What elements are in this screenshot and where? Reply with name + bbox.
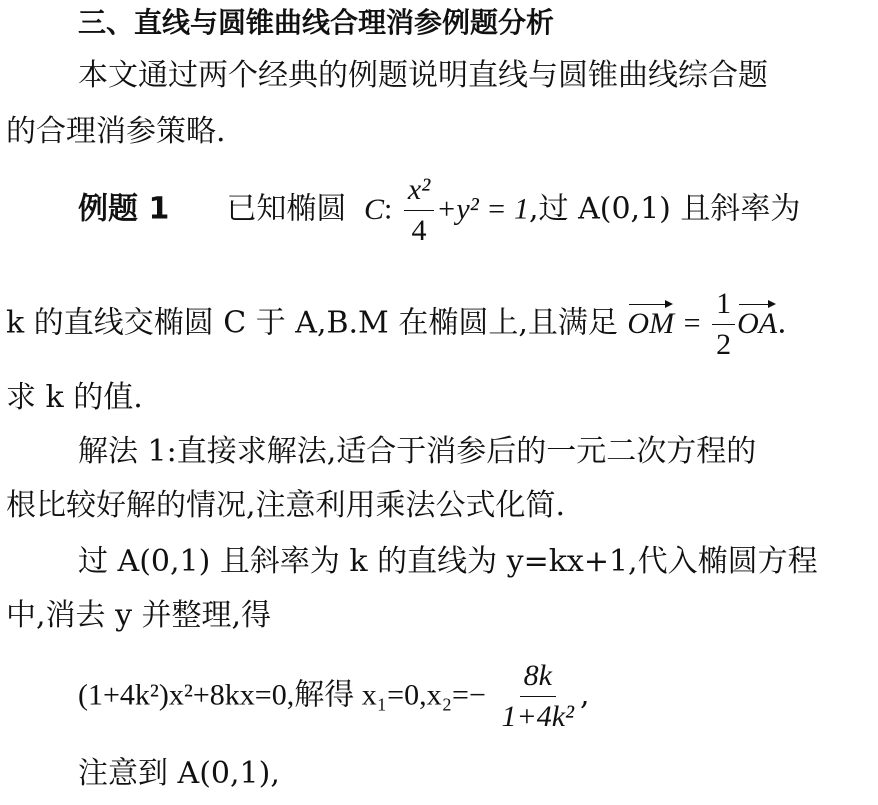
period: . <box>777 305 787 341</box>
curve-name: C <box>363 192 384 226</box>
solution-numerator: 8k <box>520 658 556 697</box>
equals-sign: = <box>683 306 701 340</box>
solution-line-3: 过 A(0,1) 且斜率为 k 的直线为 y=kx+1,代入椭圆方程 <box>78 544 818 579</box>
solution-line-4: 中,消去 y 并整理,得 <box>6 598 272 633</box>
vector-oa: OA <box>737 300 777 342</box>
equation-tail: , <box>580 677 590 713</box>
example-text-after: ,过 A(0,1) 且斜率为 <box>529 191 801 227</box>
example-1-line-3: 求 k 的值. <box>6 380 143 415</box>
equation-rest: +y² = 1 <box>436 192 529 226</box>
solution-fraction <box>497 658 578 735</box>
half-denominator: 2 <box>716 328 732 361</box>
example-line-2-text: k 的直线交椭圆 C 于 A,B.M 在椭圆上,且满足 <box>6 305 618 341</box>
example-text-before: 已知椭圆 <box>226 191 347 227</box>
equation-line <box>78 658 590 735</box>
colon: : <box>383 192 393 226</box>
intro-line-2: 的合理消参策略. <box>6 114 226 149</box>
example-1-line-2 <box>6 286 787 363</box>
fraction-denominator: 4 <box>411 214 427 247</box>
solution-line-2: 根比较好解的情况,注意利用乘法公式化简. <box>6 488 566 523</box>
fraction-numerator: x² <box>404 172 434 211</box>
half-numerator: 1 <box>712 286 735 325</box>
section-heading: 三、直线与圆锥曲线合理消参例题分析 <box>78 6 555 39</box>
half-fraction <box>712 286 735 363</box>
solution-line-1: 解法 1:直接求解法,适合于消参后的一元二次方程的 <box>78 434 757 469</box>
solution-denominator: 1+4k² <box>501 700 575 733</box>
example-1-line-1 <box>78 172 800 249</box>
intro-line-1: 本文通过两个经典的例题说明直线与圆锥曲线综合题 <box>78 58 768 93</box>
solution-line-6: 注意到 A(0,1), <box>78 756 280 791</box>
example-label: 例题 1 <box>78 191 170 227</box>
equation-left: (1+4k²)x²+8kx=0,解得 x₁=0,x₂=− <box>78 678 486 712</box>
vector-om: OM <box>627 300 674 342</box>
ellipse-fraction <box>404 172 434 249</box>
